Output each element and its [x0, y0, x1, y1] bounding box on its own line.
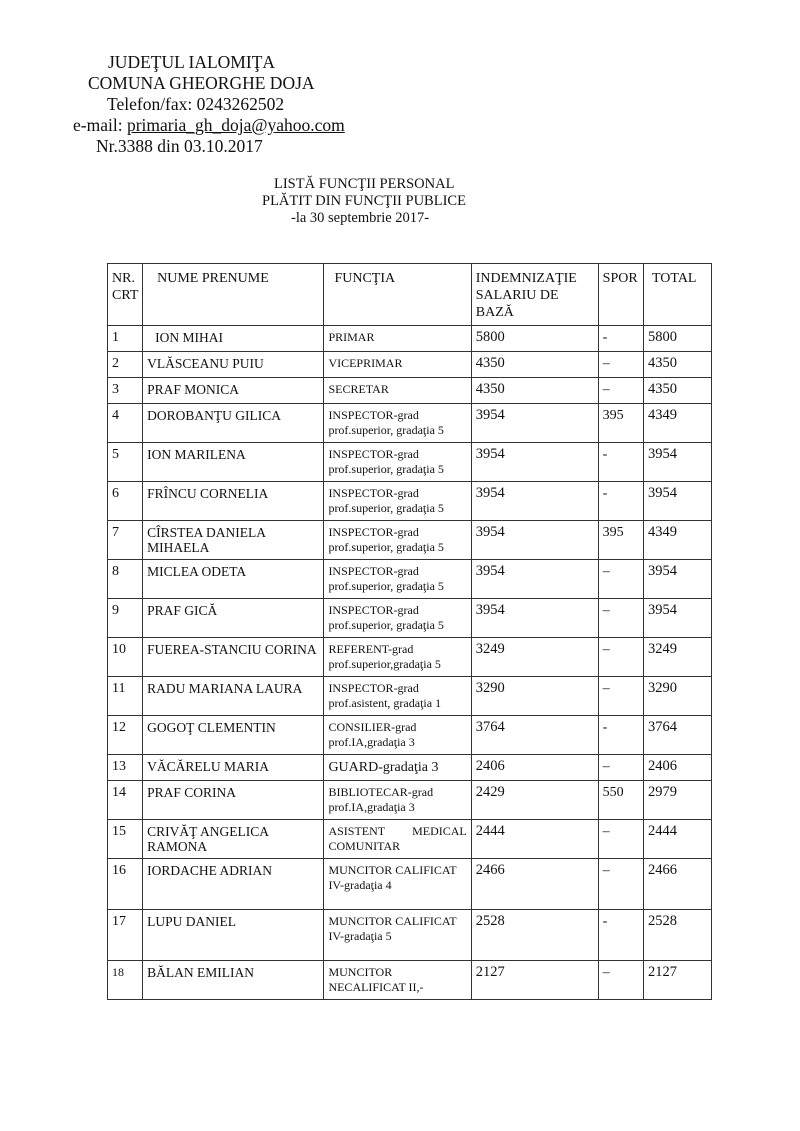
cell-base: 5800: [471, 326, 598, 352]
cell-function: ASISTENT MEDICAL COMUNITAR: [324, 820, 471, 859]
table-row: [108, 755, 712, 781]
cell-base: 3290: [471, 677, 598, 716]
cell-spor: 550: [598, 781, 643, 820]
cell-total: 3954: [643, 599, 711, 638]
cell-total: 3954: [643, 482, 711, 521]
cell-name: GOGOŢ CLEMENTIN: [143, 716, 324, 755]
cell-nr: 6: [108, 482, 143, 521]
cell-total: 2466: [643, 859, 711, 910]
table-row: [108, 404, 712, 443]
cell-function: VICEPRIMAR: [324, 352, 471, 378]
cell-spor: –: [598, 755, 643, 781]
cell-total: 2444: [643, 820, 711, 859]
cell-name: CÎRSTEA DANIELA MIHAELA: [143, 521, 324, 560]
cell-name: PRAF GICĂ: [143, 599, 324, 638]
cell-spor: –: [598, 599, 643, 638]
header-base-salary: INDEMNIZAŢIE SALARIU DE BAZĂ: [471, 264, 598, 326]
cell-name: CRIVĂŢ ANGELICA RAMONA: [143, 820, 324, 859]
cell-nr: 18: [108, 961, 143, 1000]
cell-function: INSPECTOR-grad prof.superior, gradaţia 5: [324, 521, 471, 560]
cell-spor: –: [598, 378, 643, 404]
table-row: [108, 638, 712, 677]
cell-spor: -: [598, 482, 643, 521]
cell-nr: 10: [108, 638, 143, 677]
cell-base: 2429: [471, 781, 598, 820]
cell-total: 2528: [643, 910, 711, 961]
table-row: [108, 820, 712, 859]
cell-base: 3249: [471, 638, 598, 677]
cell-function: CONSILIER-grad prof.IA,gradaţia 3: [324, 716, 471, 755]
cell-spor: –: [598, 352, 643, 378]
cell-spor: -: [598, 326, 643, 352]
table-row: [108, 599, 712, 638]
cell-function: BIBLIOTECAR-grad prof.IA,gradaţia 3: [324, 781, 471, 820]
cell-name: IORDACHE ADRIAN: [143, 859, 324, 910]
cell-nr: 13: [108, 755, 143, 781]
cell-nr: 9: [108, 599, 143, 638]
cell-base: 3954: [471, 482, 598, 521]
cell-name: RADU MARIANA LAURA: [143, 677, 324, 716]
cell-name: PRAF MONICA: [143, 378, 324, 404]
cell-function: MUNCITOR NECALIFICAT II,-: [324, 961, 471, 1000]
cell-function: PRIMAR: [324, 326, 471, 352]
cell-base: 2528: [471, 910, 598, 961]
cell-function: INSPECTOR-grad prof.superior, gradaţia 5: [324, 599, 471, 638]
email-label: e-mail:: [73, 115, 127, 135]
cell-base: 2127: [471, 961, 598, 1000]
cell-name: PRAF CORINA: [143, 781, 324, 820]
cell-total: 4350: [643, 378, 711, 404]
cell-nr: 8: [108, 560, 143, 599]
county-name: JUDEŢUL IALOMIŢA: [108, 52, 276, 72]
cell-total: 3954: [643, 443, 711, 482]
cell-nr: 3: [108, 378, 143, 404]
cell-function: INSPECTOR-grad prof.superior, gradaţia 5: [324, 560, 471, 599]
cell-base: 2466: [471, 859, 598, 910]
cell-function: MUNCITOR CALIFICAT IV-gradaţia 4: [324, 859, 471, 910]
header-total: TOTAL: [643, 264, 711, 326]
table-row: [108, 677, 712, 716]
cell-nr: 15: [108, 820, 143, 859]
table-row: [108, 378, 712, 404]
table-row: [108, 910, 712, 961]
title-line-1: LISTĂ FUNCŢII PERSONAL: [274, 176, 455, 192]
cell-name: ION MARILENA: [143, 443, 324, 482]
header-nr: NR. CRT: [108, 264, 143, 326]
cell-name: VLĂSCEANU PUIU: [143, 352, 324, 378]
cell-base: 3954: [471, 443, 598, 482]
table-row: [108, 859, 712, 910]
table-row: [108, 716, 712, 755]
cell-base: 3954: [471, 521, 598, 560]
cell-total: 3290: [643, 677, 711, 716]
cell-spor: –: [598, 859, 643, 910]
cell-function: INSPECTOR-grad prof.superior, gradaţia 5: [324, 482, 471, 521]
table-row: [108, 352, 712, 378]
table-row: [108, 961, 712, 1000]
cell-total: 4350: [643, 352, 711, 378]
cell-total: 2406: [643, 755, 711, 781]
cell-base: 4350: [471, 352, 598, 378]
table-row: [108, 443, 712, 482]
header-bonus: SPOR: [598, 264, 643, 326]
cell-spor: –: [598, 820, 643, 859]
cell-function: INSPECTOR-grad prof.superior, gradaţia 5: [324, 443, 471, 482]
cell-base: 4350: [471, 378, 598, 404]
cell-spor: 395: [598, 521, 643, 560]
cell-spor: –: [598, 638, 643, 677]
cell-name: FUEREA-STANCIU CORINA: [143, 638, 324, 677]
cell-total: 2127: [643, 961, 711, 1000]
cell-spor: -: [598, 716, 643, 755]
cell-total: 5800: [643, 326, 711, 352]
cell-nr: 7: [108, 521, 143, 560]
header-name: NUME PRENUME: [143, 264, 324, 326]
table-row: [108, 521, 712, 560]
table-row: [108, 482, 712, 521]
staff-table: [107, 263, 712, 1000]
title-line-2: PLĂTIT DIN FUNCŢII PUBLICE: [262, 193, 466, 209]
cell-nr: 4: [108, 404, 143, 443]
title-date: -la 30 septembrie 2017-: [291, 210, 430, 226]
cell-spor: -: [598, 910, 643, 961]
table-row: [108, 560, 712, 599]
cell-nr: 5: [108, 443, 143, 482]
cell-total: 3249: [643, 638, 711, 677]
cell-total: 3954: [643, 560, 711, 599]
cell-spor: –: [598, 961, 643, 1000]
cell-total: 4349: [643, 404, 711, 443]
cell-function: GUARD-gradaţia 3: [324, 755, 471, 781]
cell-nr: 11: [108, 677, 143, 716]
cell-function: SECRETAR: [324, 378, 471, 404]
cell-spor: –: [598, 560, 643, 599]
cell-spor: 395: [598, 404, 643, 443]
cell-total: 2979: [643, 781, 711, 820]
cell-base: 3954: [471, 560, 598, 599]
cell-base: 2444: [471, 820, 598, 859]
cell-name: DOROBANŢU GILICA: [143, 404, 324, 443]
cell-total: 4349: [643, 521, 711, 560]
table-row: [108, 781, 712, 820]
cell-nr: 12: [108, 716, 143, 755]
email-line: [73, 115, 345, 136]
table-header-row: [108, 264, 712, 326]
cell-name: FRÎNCU CORNELIA: [143, 482, 324, 521]
cell-nr: 1: [108, 326, 143, 352]
cell-name: VĂCĂRELU MARIA: [143, 755, 324, 781]
cell-nr: 14: [108, 781, 143, 820]
cell-function: INSPECTOR-grad prof.asistent, gradaţia 1: [324, 677, 471, 716]
cell-function: MUNCITOR CALIFICAT IV-gradaţia 5: [324, 910, 471, 961]
cell-total: 3764: [643, 716, 711, 755]
cell-base: 3764: [471, 716, 598, 755]
cell-base: 3954: [471, 599, 598, 638]
phone-fax: Telefon/fax: 0243262502: [107, 94, 285, 114]
cell-spor: -: [598, 443, 643, 482]
cell-name: BĂLAN EMILIAN: [143, 961, 324, 1000]
email-link[interactable]: primaria_gh_doja@yahoo.com: [126, 115, 345, 135]
cell-name: LUPU DANIEL: [143, 910, 324, 961]
header-function: FUNCŢIA: [324, 264, 471, 326]
cell-nr: 2: [108, 352, 143, 378]
cell-base: 2406: [471, 755, 598, 781]
cell-nr: 17: [108, 910, 143, 961]
commune-name: COMUNA GHEORGHE DOJA: [88, 73, 315, 93]
cell-function: REFERENT-grad prof.superior,gradaţia 5: [324, 638, 471, 677]
cell-name: MICLEA ODETA: [143, 560, 324, 599]
cell-name: ION MIHAI: [143, 326, 324, 352]
cell-base: 3954: [471, 404, 598, 443]
table-row: [108, 326, 712, 352]
cell-function: INSPECTOR-grad prof.superior, gradaţia 5: [324, 404, 471, 443]
cell-spor: –: [598, 677, 643, 716]
registration-number: Nr.3388 din 03.10.2017: [96, 136, 263, 156]
cell-nr: 16: [108, 859, 143, 910]
